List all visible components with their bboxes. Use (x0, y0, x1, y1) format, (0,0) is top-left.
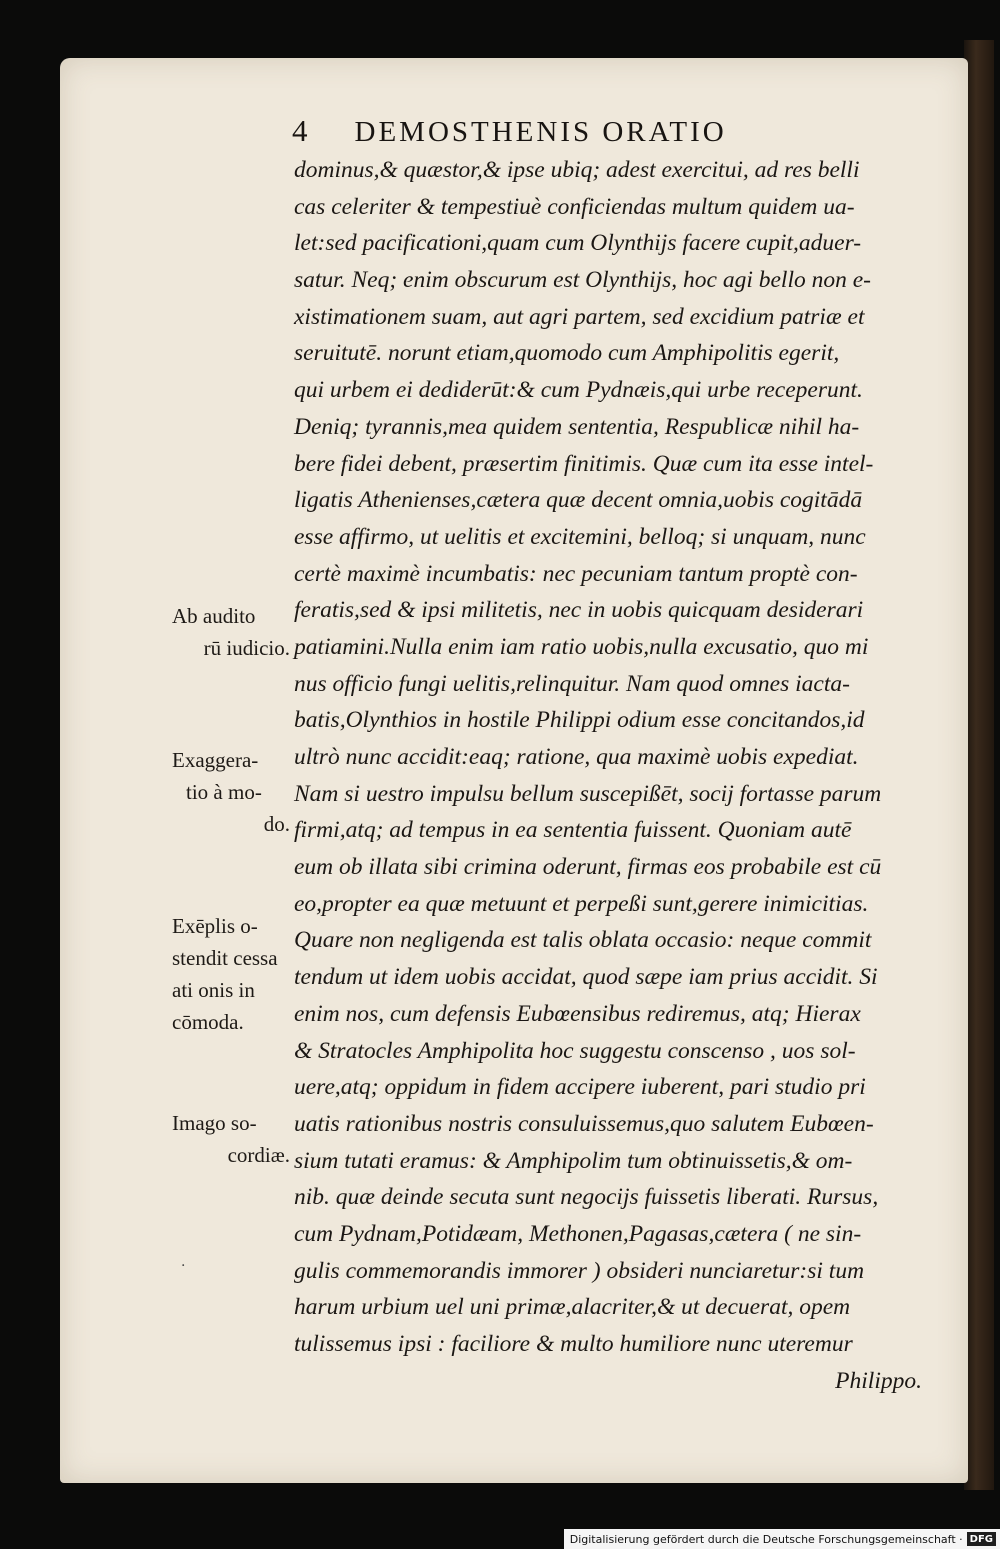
text-line: certè maximè incumbatis: nec pecuniam tantum proptè con- (294, 560, 858, 587)
margin-note-line: cōmoda. (172, 1010, 244, 1034)
text-line: Philippo. (835, 1367, 922, 1394)
text-line: patiamini.Nulla enim iam ratio uobis,nulla excusatio, quo mi (294, 633, 869, 660)
text-line: Quare non negligenda est talis oblata occasio: neque commit (294, 927, 872, 954)
text-line: qui urbem ei dediderūt:& cum Pydnæis,qui urbe receperunt. (294, 377, 863, 404)
digitization-footer (564, 1529, 1000, 1549)
margin-note-4 (172, 1107, 290, 1171)
margin-note-line: stendit cessa (172, 946, 278, 970)
margin-note-line: Imago so- (172, 1111, 257, 1135)
text-line: firmi,atq; ad tempus in ea sententia fuissent. Quoniam autē (294, 817, 852, 844)
margin-note-line: Exēplis o- (172, 914, 258, 938)
running-head-title: DEMOSTHENIS ORATIO (354, 116, 727, 148)
text-line: nib. quæ deinde secuta sunt negocijs fuissetis liberati. Rursus, (294, 1184, 879, 1211)
text-line: uere,atq; oppidum in fidem accipere iuberent, pari studio pri (294, 1074, 866, 1101)
text-line: & Stratocles Amphipolita hoc suggestu conscenso , uos sol- (294, 1037, 856, 1064)
margin-note-line: Ab audito (172, 604, 256, 628)
text-line: gulis commemorandis immorer ) obsideri nunciaretur:si tum (294, 1257, 865, 1284)
footer-credit-text: Digitalisierung gefördert durch die Deutsche Forschungsgemeinschaft · (569, 1532, 963, 1546)
text-line: Deniq; tyrannis,mea quidem sententia, Respublicæ nihil ha- (294, 413, 860, 440)
text-line: feratis,sed & ipsi militetis, nec in uobis quicquam desiderari (294, 597, 864, 624)
text-line: nus officio fungi uelitis,relinquitur. Nam quod omnes iacta- (294, 670, 850, 697)
text-line: tulissemus ipsi : faciliore & multo humiliore nunc uteremur (294, 1331, 853, 1357)
text-line: eum ob illata sibi crimina oderunt, firmas eos probabile est cū (294, 854, 882, 881)
text-line: enim nos, cum defensis Eubœensibus rediremus, atq; Hierax (294, 1000, 861, 1027)
text-line: sium tutati eramus: & Amphipolim tum obtinuissetis,& om- (294, 1147, 853, 1174)
text-line: eo,propter ea quæ metuunt et perpeßi sunt,gerere inimicitias. (294, 890, 869, 917)
margin-note-3 (172, 910, 294, 1038)
margin-note-line: do. (263, 812, 290, 836)
text-line: ligatis Athenienses,cætera quæ decent omnia,uobis cogitādā (294, 487, 863, 514)
margin-note-line: ati onis in (172, 978, 255, 1002)
text-line: cas celeriter & tempestiuè conficiendas multum quidem ua- (294, 193, 855, 220)
margin-note-line: tio à mo- (186, 780, 262, 804)
margin-note-line: rū iudicio. (203, 636, 290, 660)
text-line: esse affirmo, ut uelitis et excitemini, belloq; si unquam, nunc (294, 523, 866, 550)
running-header (292, 113, 727, 149)
text-line: dominus,& quæstor,& ipse ubiq; adest exercitui, ad res belli (294, 157, 860, 183)
page-number: 4 (292, 113, 311, 148)
margin-note-1 (172, 600, 290, 664)
text-line: Nam si uestro impulsu bellum suscepißēt, socij fortasse parum (294, 780, 882, 807)
text-line: xistimationem suam, aut agri partem, sed excidium patriæ et (294, 303, 865, 330)
text-line: uatis rationibus nostris consuluissemus,quo salutem Eubœen- (294, 1110, 874, 1137)
text-line: harum urbium uel uni primæ,alacriter,& ut decuerat, opem (294, 1294, 851, 1321)
text-line: cum Pydnam,Potidæam, Methonen,Pagasas,cætera ( ne sin- (294, 1220, 862, 1247)
dfg-logo-icon: DFG (967, 1532, 996, 1546)
text-line: seruitutē. norunt etiam,quomodo cum Amphipolitis egerit, (294, 340, 840, 367)
text-line: ultrò nunc accidit:eaq; ratione, qua maximè uobis expediat. (294, 744, 859, 770)
text-line: batis,Olynthios in hostile Philippi odium esse concitandos,id (294, 707, 865, 734)
margin-note-line: Exaggera- (172, 748, 259, 772)
margin-note-2 (172, 744, 290, 840)
text-line: let:sed pacificationi,quam cum Olynthijs facere cupit,aduer- (294, 230, 862, 257)
text-line: bere fidei debent, præsertim finitimis. Quæ cum ita esse intel- (294, 450, 874, 477)
body-text (294, 152, 944, 1399)
text-line: tendum ut idem uobis accidat, quod sæpe iam prius accidit. Si (294, 964, 878, 991)
ink-speck: · (181, 1258, 186, 1274)
book-gutter (964, 40, 994, 1490)
margin-note-line: cordiæ. (227, 1143, 290, 1167)
text-line: satur. Neq; enim obscurum est Olynthijs, hoc agi bello non e- (294, 267, 871, 294)
